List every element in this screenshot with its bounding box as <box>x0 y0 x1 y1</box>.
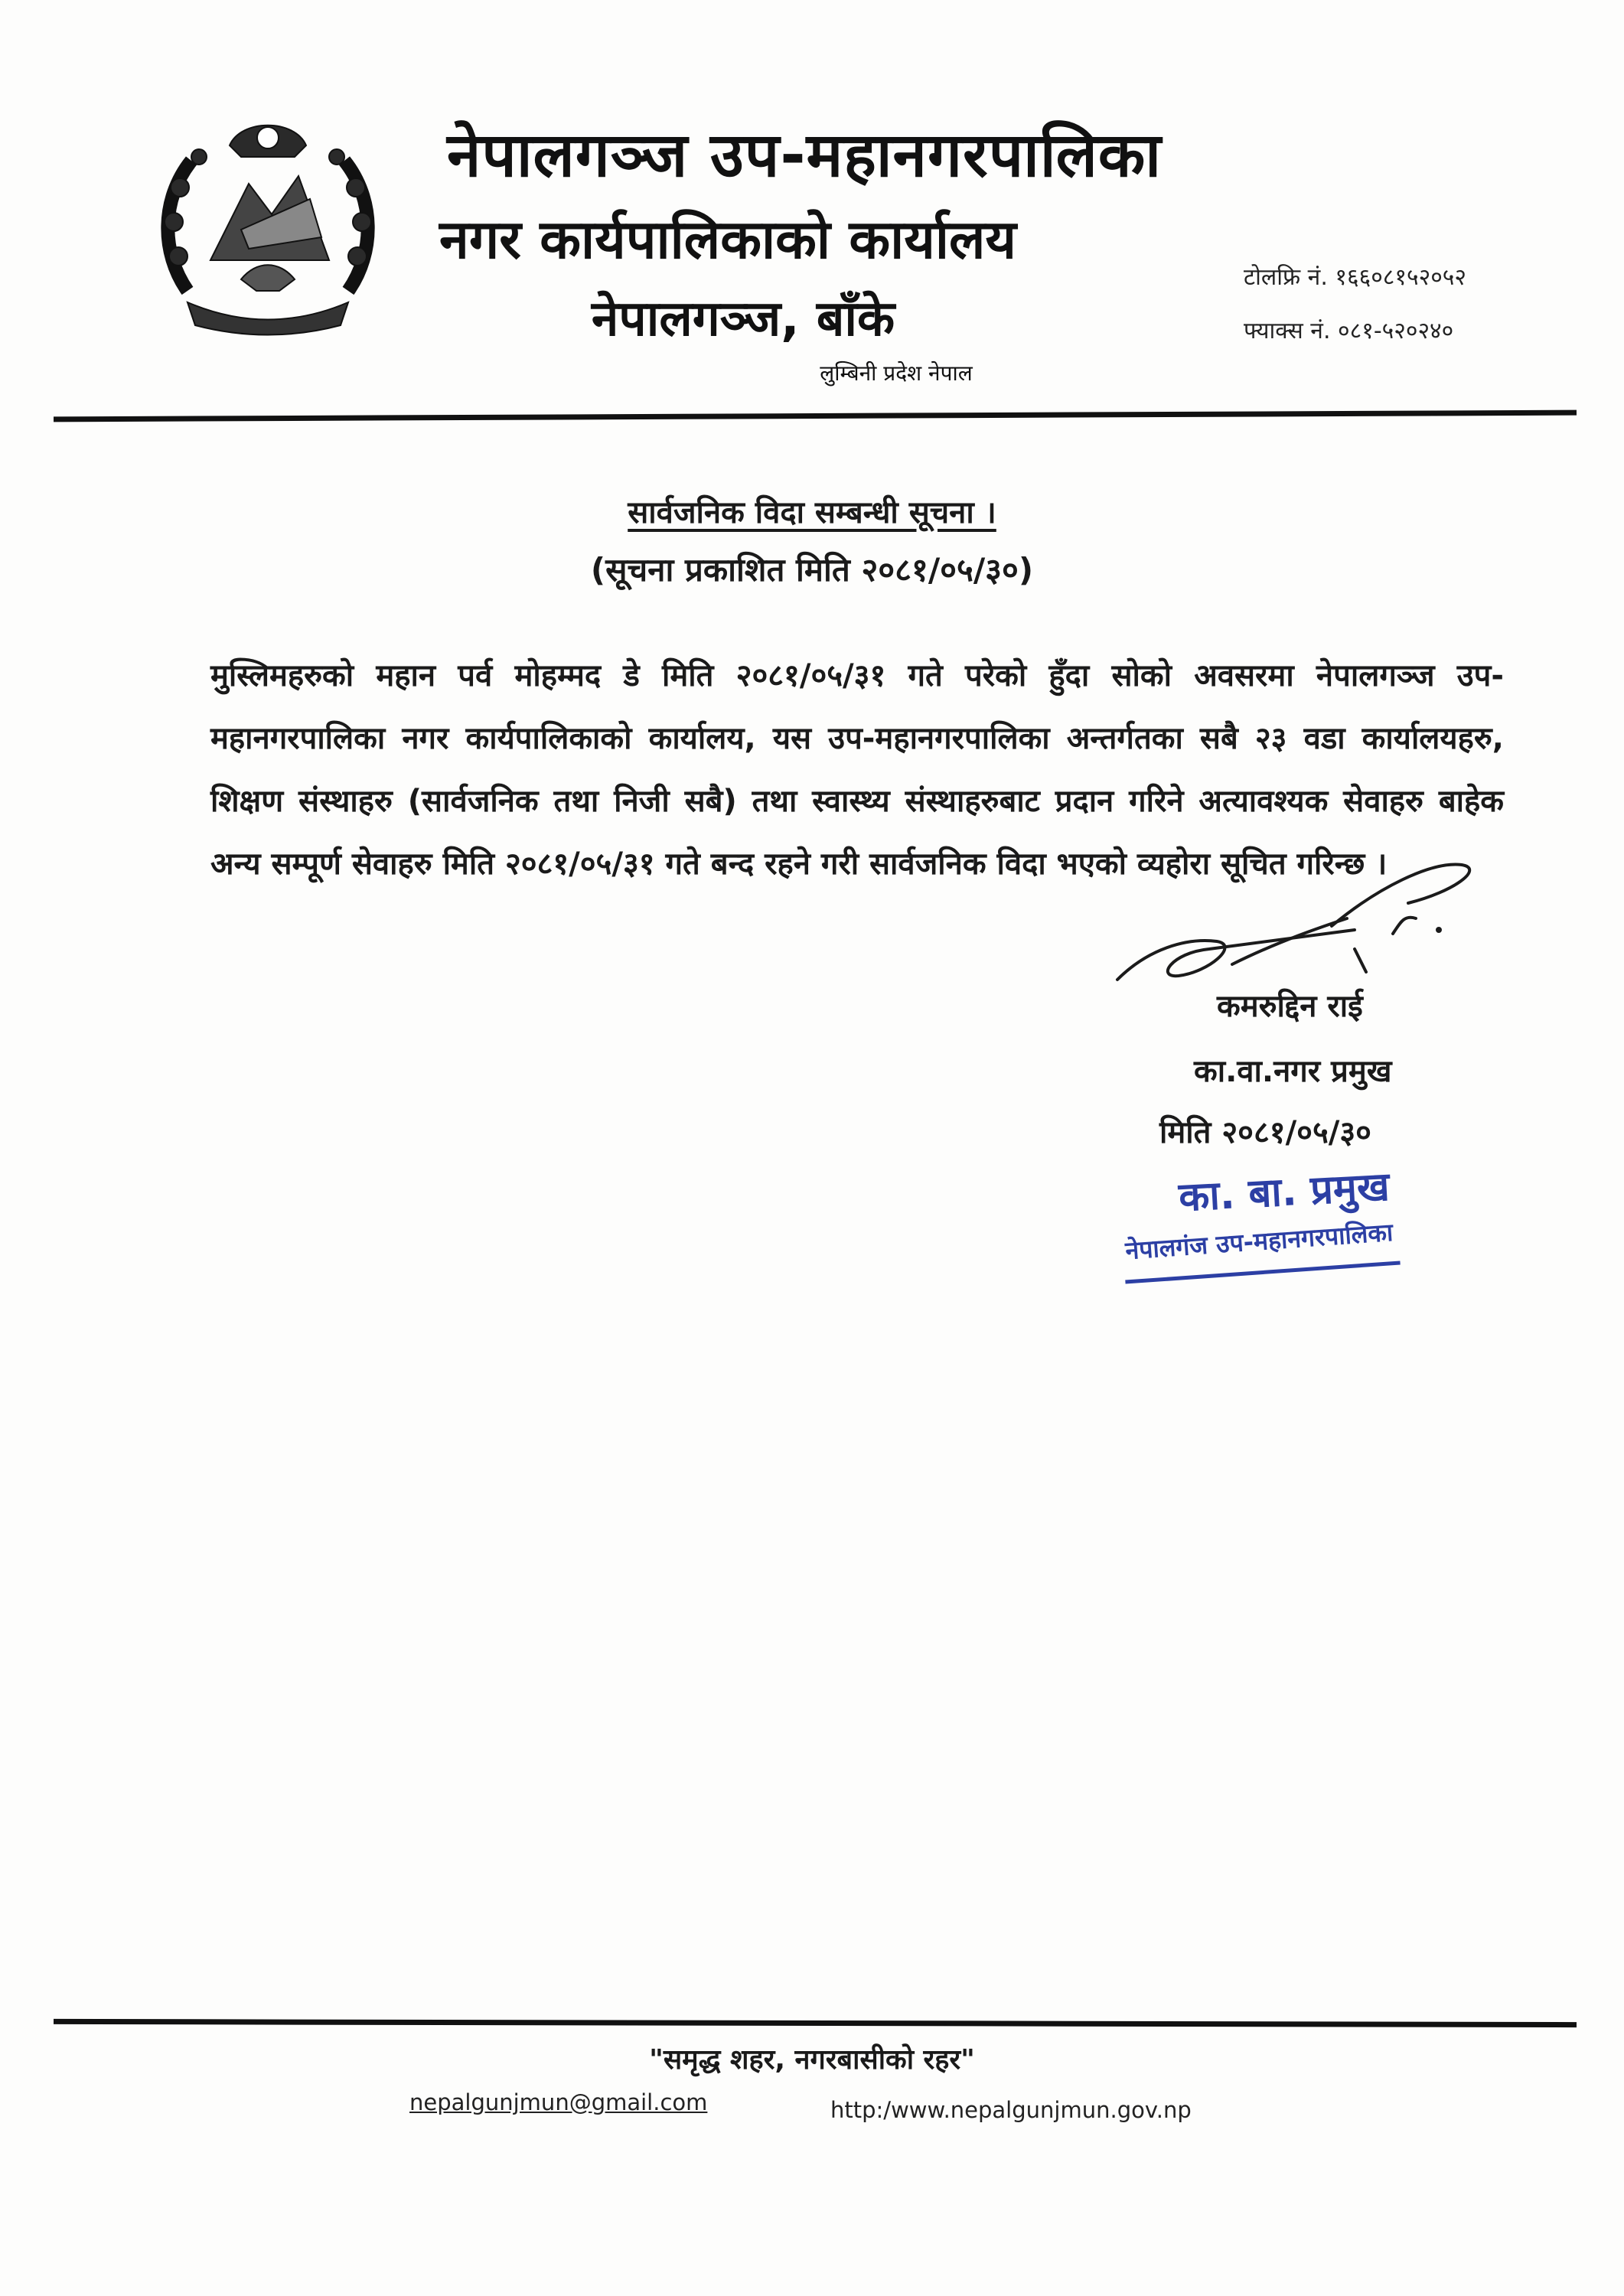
notice-subject: सार्वजनिक विदा सम्बन्धी सूचना । <box>628 495 996 530</box>
stamp-title: का. बा. प्रमुख <box>1177 1163 1391 1221</box>
office-subtitle: नगर कार्यपालिकाको कार्यालय <box>439 208 1017 271</box>
stamp-office: नेपालगंज उप-महानगरपालिका <box>1124 1217 1394 1266</box>
stamp-underline <box>1125 1261 1400 1283</box>
office-province: लुम्बिनी प्रदेश नेपाल <box>820 360 973 386</box>
notice-body: मुस्लिमहरुको महान पर्व मोहम्मद डे मिति २०८१/०५/३१ गते परेको हुँदा सोको अवसरमा नेपालगञ्ज उप-महानगरपालिका नगर कार्यपालिकाको कार्यालय, यस उप-महानगरपालिका अन्तर्गतका सबै २३ वडा कार्यालयहरु, शिक्षण संस्थाहरु (सार्वजनिक तथा निजी सबै) तथा स्वास्थ्य संस्थाहरुबाट प्रदान गरिने अत्यावश्यक सेवाहरु बाहेक अन्य सम्पूर्ण सेवाहरु मिति २०८१/०५/३१ गते बन्द रहने गरी सार्वजनिक विदा भएको व्यहोरा सूचित गरिन्छ । <box>210 658 1504 882</box>
signatory-title: का.वा.नगर प्रमुख <box>1194 1054 1392 1089</box>
footer-divider <box>54 2019 1577 2027</box>
header-divider <box>54 410 1577 422</box>
footer-website-link[interactable]: http:/www.nepalgunjmun.gov.np <box>830 2097 1192 2123</box>
signatory-name: कमरुद्दिन राई <box>1217 989 1363 1024</box>
tollfree-number: टोलफ्रि नं. १६६०८१५२०५२ <box>1244 264 1466 291</box>
signatory-date: मिति २०८१/०५/३० <box>1159 1115 1371 1150</box>
footer-motto: "समृद्ध शहर, नगरबासीको रहर" <box>649 2044 975 2076</box>
office-location: नेपालगञ्ज, बाँके <box>591 291 895 347</box>
fax-number: फ्याक्स नं. ०८१-५२०२४० <box>1244 318 1454 344</box>
footer-email-link[interactable]: nepalgunjmun@gmail.com <box>409 2089 708 2115</box>
official-stamp <box>1125 1163 1492 1293</box>
notice-published-date: (सूचना प्रकाशित मिति २०८१/०५/३०) <box>590 551 1034 589</box>
office-name: नेपालगञ्ज उप-महानगरपालिका <box>446 119 1162 191</box>
